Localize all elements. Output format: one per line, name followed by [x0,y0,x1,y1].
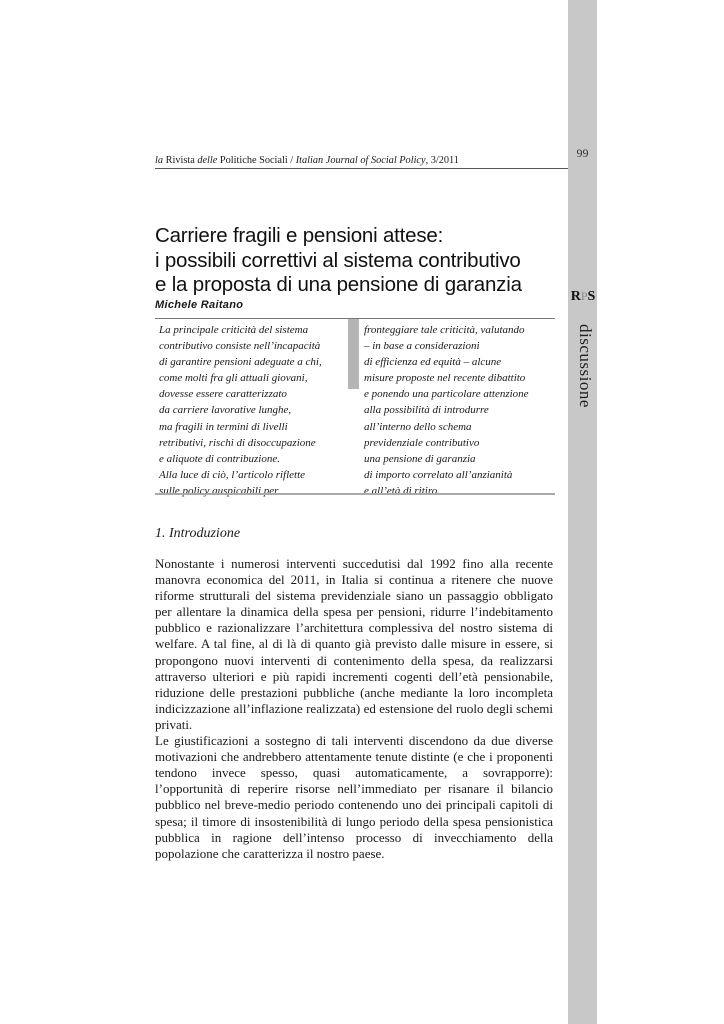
abstract-line: come molti fra gli attuali giovani, [159,372,308,385]
abstract-line: da carriere lavorative lunghe, [159,404,292,417]
abstract-line: e ponendo una particolare attenzione [364,388,529,401]
paragraph: Nonostante i numerosi interventi succedutisi dal 1992 fino alla recente manovra economica del 2011, in Italia si continua a ritenere che nuove riforme strutturali del sistema previdenziale siano un passaggio obbligato per allentare la dinamica della spesa per pensioni, ridurre l’indebitamento pubblico e razionalizzare l’architettura complessiva del nostro sistema di welfare. A tal fine, al di là di quanto già previsto dalle misure in essere, si propongono nuovi interventi di contenimento della spesa, da realizzarsi attraverso ulteriori e più rapidi incrementi cogenti dell’età pensionabile, riduzione delle prestazioni pubbliche (anche mediante la loro incompleta indicizzazione all’inflazione realizzata) ed estensione del ruolo degli schemi privati. [155,556,553,732]
abstract-line: retributivi, rischi di disoccupazione [159,436,316,449]
running-head-issue: , 3/2011 [425,155,459,166]
abstract-line: La principale criticità del sistema [159,324,309,336]
running-head-journal: Italian Journal of Social Policy [295,155,426,166]
logo-letter-r: R [570,289,581,304]
abstract-rule-bottom [155,493,555,495]
abstract-line: di importo correlato all’anzianità [364,468,513,481]
abstract-line: sulle policy auspicabili per [159,484,279,497]
section-heading: 1. Introduzione [155,526,241,541]
abstract-divider [348,319,359,389]
abstract-right-column [364,322,554,499]
title-line: e la proposta di una pensione di garanzia [155,273,522,296]
abstract-line: – in base a considerazioni [364,340,480,353]
abstract-line: di garantire pensioni adeguate a chi, [159,356,322,369]
article-title [155,224,565,298]
abstract-line: e aliquote di contribuzione. [159,452,280,465]
abstract-line: di efficienza ed equità – alcune [364,356,502,369]
author-name: Michele Raitano [155,299,244,311]
abstract-line: dovesse essere caratterizzato [159,388,287,401]
rps-logo [567,289,599,305]
abstract-line: previdenziale contributivo [364,436,480,449]
abstract-line: una pensione di garanzia [364,452,476,465]
logo-letter-s: S [587,289,596,304]
page-number: 99 [576,146,589,160]
abstract-line: fronteggiare tale criticità, valutando [364,324,525,336]
running-head-rivista: Rivista [163,155,198,166]
title-line: Carriere fragili e pensioni attese: [155,224,444,247]
header-rule [155,168,568,169]
title-line: i possibili correttivi al sistema contributivo [155,248,521,272]
running-head [155,155,459,166]
abstract-line: alla possibilità di introdurre [364,404,489,417]
abstract-line: Alla luce di ciò, l’articolo riflette [159,468,306,481]
section-tab [571,322,595,408]
abstract-line: contributivo consiste nell’incapacità [159,340,321,353]
body-text [155,556,553,862]
paragraph: Le giustificazioni a sostegno di tali interventi discendono da due diverse motivazioni che andrebbero attentamente tenute distinte (e che i proponenti tendono invece spesso, quasi automaticamente, a sovrapporre): l’opportunità di reperire risorse nell’immediato per risanare il bilancio pubblico nel breve-medio periodo contenendo uno dei principali capitoli di spesa; il timore di insostenibilità di lungo periodo della spesa pensionistica pubblica in ragione dell’intenso processo di invecchiamento della popolazione che caratterizza il nostro paese. [155,733,553,861]
abstract-left-column [159,322,349,499]
logo-letter-p: P [580,289,588,303]
abstract-line: misure proposte nel recente dibattito [364,372,526,385]
running-head-delle: delle [197,155,218,166]
running-head-politiche: Politiche Sociali / [217,155,296,166]
section-tab-label: discussione [576,324,595,408]
abstract-line: all’interno dello schema [364,420,472,433]
running-head-la: la [155,155,164,166]
abstract-line: ma fragili in termini di livelli [159,420,288,433]
abstract-line: e all’età di ritiro. [364,484,440,497]
